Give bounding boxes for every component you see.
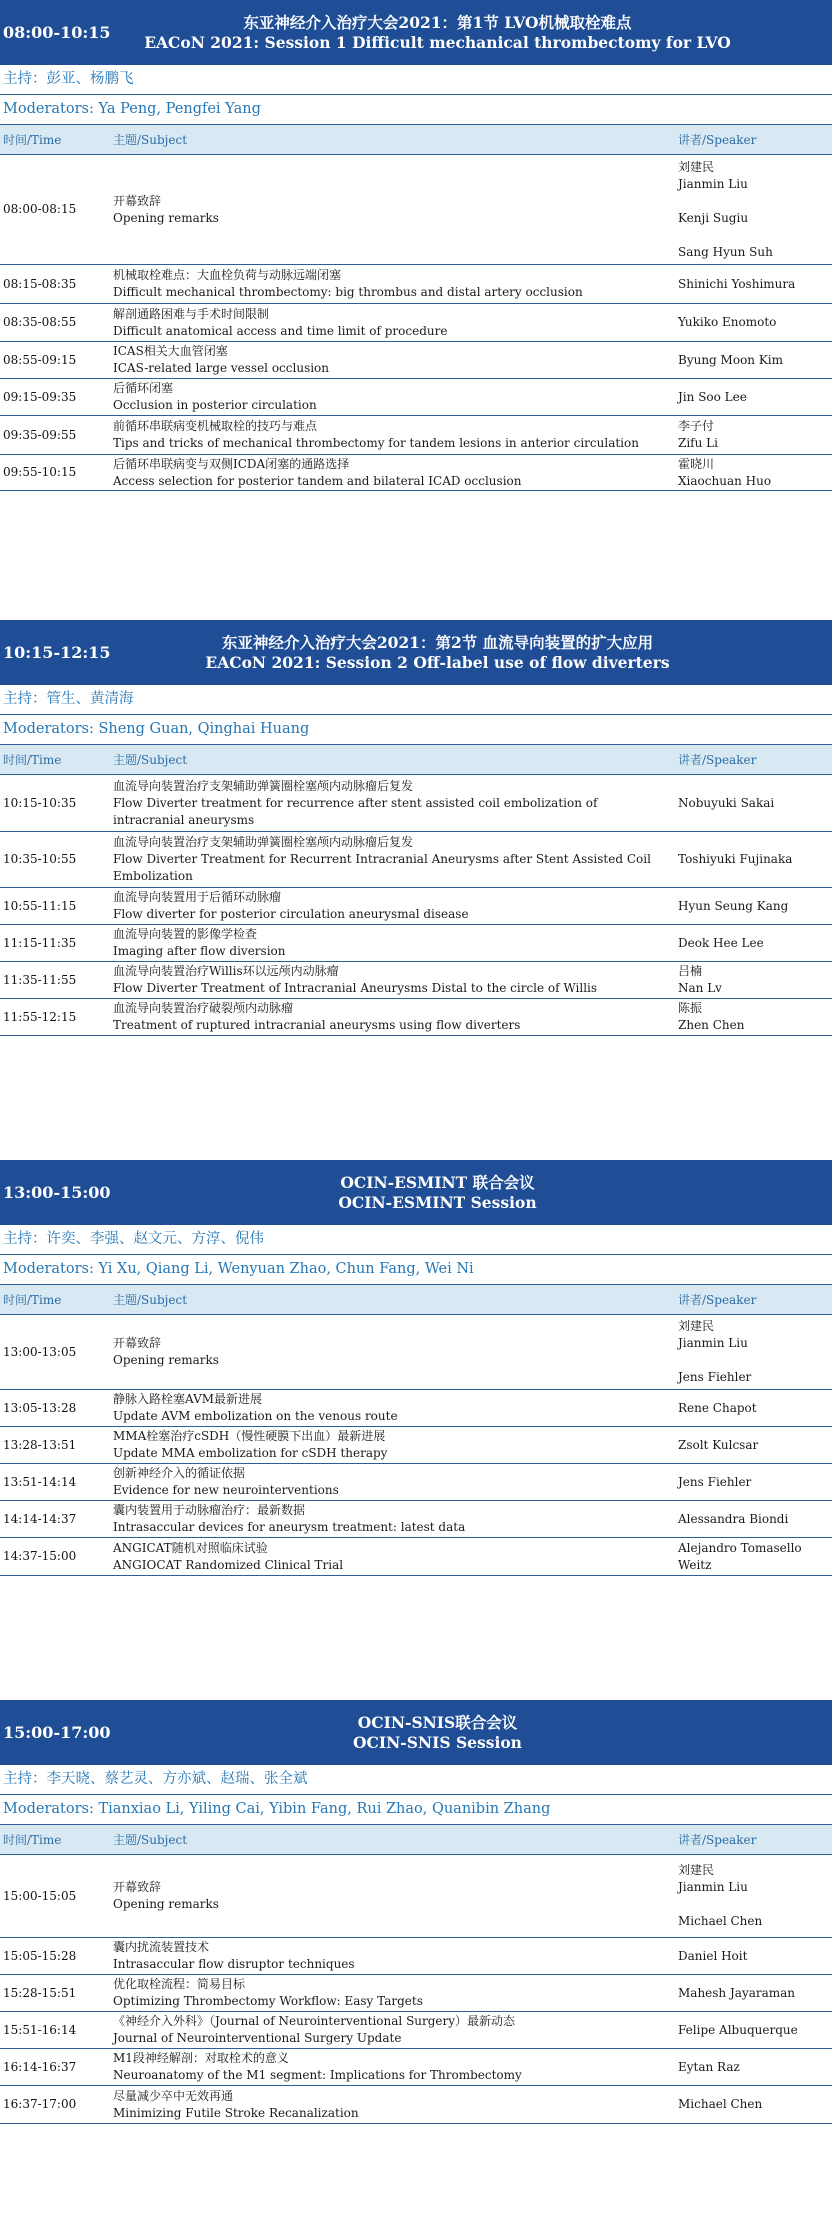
table-row: [0, 379, 832, 416]
session-time: 08:00-10:15: [3, 23, 111, 42]
row-speaker: 刘建民 Jianmin Liu Kenji Sugiu Sang Hyun Suh: [678, 159, 773, 259]
row-time: 08:15-08:35: [3, 276, 77, 291]
session-header: [0, 1160, 832, 1225]
session-header: [0, 620, 832, 685]
session-time: 15:00-17:00: [3, 1723, 111, 1742]
row-subject: 尽量减少卒中无效再通 Minimizing Futile Stroke Recanalization: [113, 2088, 359, 2120]
table-row: [0, 416, 832, 455]
table-row: [0, 265, 832, 304]
row-speaker: 陈振 Zhen Chen: [678, 1001, 745, 1032]
row-subject: 开幕致辞 Opening remarks: [113, 1880, 219, 1911]
row-speaker: Nobuyuki Sakai: [678, 795, 775, 810]
row-time: 15:00-15:05: [3, 1888, 77, 1903]
row-speaker: Michael Chen: [678, 2097, 763, 2111]
session-title-zh: 东亚神经介入治疗大会2021：第1节 LVO机械取栓难点: [243, 12, 632, 32]
moderators-zh: 主持：彭亚、杨鹏飞: [0, 65, 832, 95]
row-time: 10:15-10:35: [3, 795, 77, 810]
table-row: [0, 1501, 832, 1538]
row-subject: 开幕致辞 Opening remarks: [113, 193, 219, 225]
column-speaker: 讲者/Speaker: [678, 1293, 757, 1307]
row-time: 13:51-14:14: [3, 1474, 77, 1489]
column-header: [0, 125, 832, 155]
session-title-en: OCIN-ESMINT Session: [338, 1192, 537, 1212]
table-row: [0, 832, 832, 888]
column-time: 时间/Time: [3, 1833, 62, 1847]
session-title-en: OCIN-SNIS Session: [353, 1732, 522, 1752]
row-subject: 囊内装置用于动脉瘤治疗：最新数据 Intrasaccular devices for aneurysm treatment: latest data: [113, 1503, 466, 1534]
row-time: 15:05-15:28: [3, 1948, 77, 1963]
session-block: [0, 0, 832, 491]
row-time: 13:05-13:28: [3, 1400, 77, 1415]
row-time: 10:55-11:15: [3, 898, 77, 913]
row-time: 16:14-16:37: [3, 2059, 77, 2074]
row-subject: 解剖通路困难与手术时间限制 Difficult anatomical access and time limit of procedure: [113, 306, 448, 338]
table-row: [0, 1975, 832, 2012]
row-speaker: 刘建民 Jianmin Liu Jens Fiehler: [678, 1319, 752, 1384]
session-header: [0, 1700, 832, 1765]
row-subject: MMA栓塞治疗cSDH（慢性硬膜下出血）最新进展 Update MMA embolization for cSDH therapy: [113, 1429, 388, 1460]
session-block: [0, 1160, 832, 1576]
row-time: 09:55-10:15: [3, 465, 77, 479]
column-time: 时间/Time: [3, 753, 62, 767]
row-speaker: Jin Soo Lee: [678, 389, 747, 404]
row-time: 15:51-16:14: [3, 2022, 77, 2037]
table-row: [0, 1855, 832, 1938]
row-subject: 血流导向装置治疗Willis环以远颅内动脉瘤 Flow Diverter Treatment of Intracranial Aneurysms Distal to the circle of Willis: [113, 964, 598, 995]
column-header: [0, 745, 832, 775]
column-subject: 主题/Subject: [113, 1293, 188, 1307]
row-subject: M1段神经解剖：对取栓术的意义 Neuroanatomy of the M1 segment: Implications for Thrombectomy: [113, 2051, 522, 2082]
table-row: [0, 304, 832, 342]
row-speaker: Alejandro Tomasello Weitz: [678, 1540, 802, 1572]
row-subject: 开幕致辞 Opening remarks: [113, 1336, 219, 1367]
row-speaker: Yukiko Enomoto: [678, 315, 777, 329]
session-title-zh: OCIN-ESMINT 联合会议: [340, 1172, 535, 1192]
column-subject: 主题/Subject: [113, 1833, 188, 1847]
column-header: [0, 1825, 832, 1855]
moderators-en: Moderators: Sheng Guan, Qinghai Huang: [0, 715, 832, 745]
moderators-zh: 主持：李天晓、蔡艺灵、方亦斌、赵瑞、张全斌: [0, 1765, 832, 1795]
row-time: 08:55-09:15: [3, 352, 77, 367]
row-speaker: Byung Moon Kim: [678, 352, 784, 367]
row-subject: 静脉入路栓塞AVM最新进展 Update AVM embolization on the venous route: [113, 1392, 398, 1423]
table-row: [0, 342, 832, 379]
session-title: [113, 13, 832, 53]
row-subject: 优化取栓流程：简易目标 Optimizing Thrombectomy Workflow: Easy Targets: [113, 1977, 423, 2008]
table-row: [0, 999, 832, 1036]
row-speaker: Alessandra Biondi: [678, 1511, 789, 1526]
row-subject: 血流导向装置的影像学检查 Imaging after flow diversion: [113, 927, 286, 958]
table-row: [0, 2012, 832, 2049]
row-subject: 血流导向装置用于后循环动脉瘤 Flow diverter for posterior circulation aneurysmal disease: [113, 890, 469, 921]
row-time: 11:35-11:55: [3, 972, 77, 987]
row-subject: ANGICAT随机对照临床试验 ANGIOCAT Randomized Clinical Trial: [113, 1540, 344, 1572]
row-speaker: Rene Chapot: [678, 1400, 757, 1415]
row-subject: 血流导向装置治疗破裂颅内动脉瘤 Treatment of ruptured intracranial aneurysms using flow diverters: [113, 1001, 521, 1032]
row-time: 14:37-15:00: [3, 1549, 77, 1563]
table-row: [0, 888, 832, 925]
table-row: [0, 2049, 832, 2086]
moderators-en: Moderators: Tianxiao Li, Yiling Cai, Yibin Fang, Rui Zhao, Quanibin Zhang: [0, 1795, 832, 1825]
row-speaker: 吕楠 Nan Lv: [678, 964, 722, 995]
session-title-zh: 东亚神经介入治疗大会2021：第2节 血流导向装置的扩大应用: [221, 632, 654, 652]
session-title: [113, 1173, 832, 1213]
table-row: [0, 925, 832, 962]
row-speaker: Felipe Albuquerque: [678, 2022, 798, 2037]
row-time: 16:37-17:00: [3, 2097, 77, 2111]
session-title: [113, 1713, 832, 1753]
session-title-en: EACoN 2021: Session 2 Off-label use of flow diverters: [205, 652, 670, 672]
row-speaker: 刘建民 Jianmin Liu Michael Chen: [678, 1863, 763, 1928]
column-time: 时间/Time: [3, 1293, 62, 1307]
row-subject: 血流导向装置治疗支架辅助弹簧圈栓塞颅内动脉瘤后复发 Flow Diverter Treatment for Recurrent Intracranial Aneurysms after Stent Assisted Coil Embolization: [113, 835, 651, 883]
moderators-en: Moderators: Yi Xu, Qiang Li, Wenyuan Zhao, Chun Fang, Wei Ni: [0, 1255, 832, 1285]
row-time: 13:28-13:51: [3, 1437, 77, 1452]
row-time: 08:00-08:15: [3, 202, 77, 216]
row-time: 10:35-10:55: [3, 852, 77, 866]
column-time: 时间/Time: [3, 133, 62, 147]
column-subject: 主题/Subject: [113, 753, 188, 767]
session-header: [0, 0, 832, 65]
row-speaker: 霍晓川 Xiaochuan Huo: [678, 456, 772, 488]
row-speaker: Jens Fiehler: [678, 1474, 752, 1489]
row-time: 11:55-12:15: [3, 1009, 77, 1024]
session-block: [0, 1700, 832, 2124]
session-block: [0, 620, 832, 1036]
table-row: [0, 1464, 832, 1501]
table-row: [0, 1538, 832, 1576]
row-time: 11:15-11:35: [3, 935, 77, 950]
table-row: [0, 155, 832, 265]
session-title: [113, 633, 832, 673]
row-subject: 前循环串联病变机械取栓的技巧与难点 Tips and tricks of mechanical thrombectomy for tandem lesions in anterior circulation: [113, 419, 639, 450]
row-speaker: Toshiyuki Fujinaka: [678, 852, 793, 866]
row-subject: 后循环串联病变与双侧ICDA闭塞的通路选择 Access selection for posterior tandem and bilateral ICAD occlusion: [113, 456, 522, 488]
table-row: [0, 1938, 832, 1975]
row-subject: 后循环闭塞 Occlusion in posterior circulation: [113, 381, 317, 412]
row-speaker: Hyun Seung Kang: [678, 898, 789, 913]
row-time: 08:35-08:55: [3, 315, 77, 329]
row-subject: 血流导向装置治疗支架辅助弹簧圈栓塞颅内动脉瘤后复发 Flow Diverter treatment for recurrence after stent assisted coil embolization of intracranial aneurysms: [113, 778, 598, 827]
row-subject: 创新神经介入的循证依据 Evidence for new neurointerventions: [113, 1466, 339, 1497]
table-row: [0, 455, 832, 491]
table-row: [0, 2086, 832, 2124]
moderators-en: Moderators: Ya Peng, Pengfei Yang: [0, 95, 832, 125]
row-subject: 囊内扰流装置技术 Intrasaccular flow disruptor techniques: [113, 1940, 355, 1971]
table-row: [0, 962, 832, 999]
column-speaker: 讲者/Speaker: [678, 753, 757, 767]
moderators-zh: 主持：管生、黄清海: [0, 685, 832, 715]
column-speaker: 讲者/Speaker: [678, 1833, 757, 1847]
row-speaker: 李子付 Zifu Li: [678, 419, 718, 450]
column-speaker: 讲者/Speaker: [678, 133, 757, 147]
moderators-zh: 主持：许奕、李强、赵文元、方淳、倪伟: [0, 1225, 832, 1255]
row-time: 14:14-14:37: [3, 1511, 77, 1526]
session-time: 13:00-15:00: [3, 1183, 111, 1202]
table-row: [0, 1315, 832, 1390]
table-row: [0, 775, 832, 832]
table-row: [0, 1390, 832, 1427]
row-subject: ICAS相关大血管闭塞 ICAS-related large vessel occlusion: [113, 344, 330, 375]
row-speaker: Zsolt Kulcsar: [678, 1437, 759, 1452]
session-title-zh: OCIN-SNIS联合会议: [357, 1712, 518, 1732]
row-speaker: Eytan Raz: [678, 2059, 740, 2074]
row-subject: 《神经介入外科》（Journal of Neurointerventional Surgery）最新动态 Journal of Neurointerventional Surgery Update: [113, 2014, 516, 2045]
table-row: [0, 1427, 832, 1464]
row-speaker: Shinichi Yoshimura: [678, 276, 796, 291]
row-time: 09:35-09:55: [3, 427, 77, 442]
row-speaker: Daniel Hoit: [678, 1948, 748, 1963]
session-title-en: EACoN 2021: Session 1 Difficult mechanical thrombectomy for LVO: [144, 32, 731, 52]
row-time: 13:00-13:05: [3, 1344, 77, 1359]
row-speaker: Deok Hee Lee: [678, 935, 764, 950]
column-subject: 主题/Subject: [113, 133, 188, 147]
row-time: 09:15-09:35: [3, 389, 77, 404]
column-header: [0, 1285, 832, 1315]
row-time: 15:28-15:51: [3, 1985, 77, 2000]
row-speaker: Mahesh Jayaraman: [678, 1985, 796, 2000]
session-time: 10:15-12:15: [3, 643, 111, 662]
row-subject: 机械取栓难点：大血栓负荷与动脉远端闭塞 Difficult mechanical thrombectomy: big thrombus and distal artery occlusion: [113, 268, 583, 299]
